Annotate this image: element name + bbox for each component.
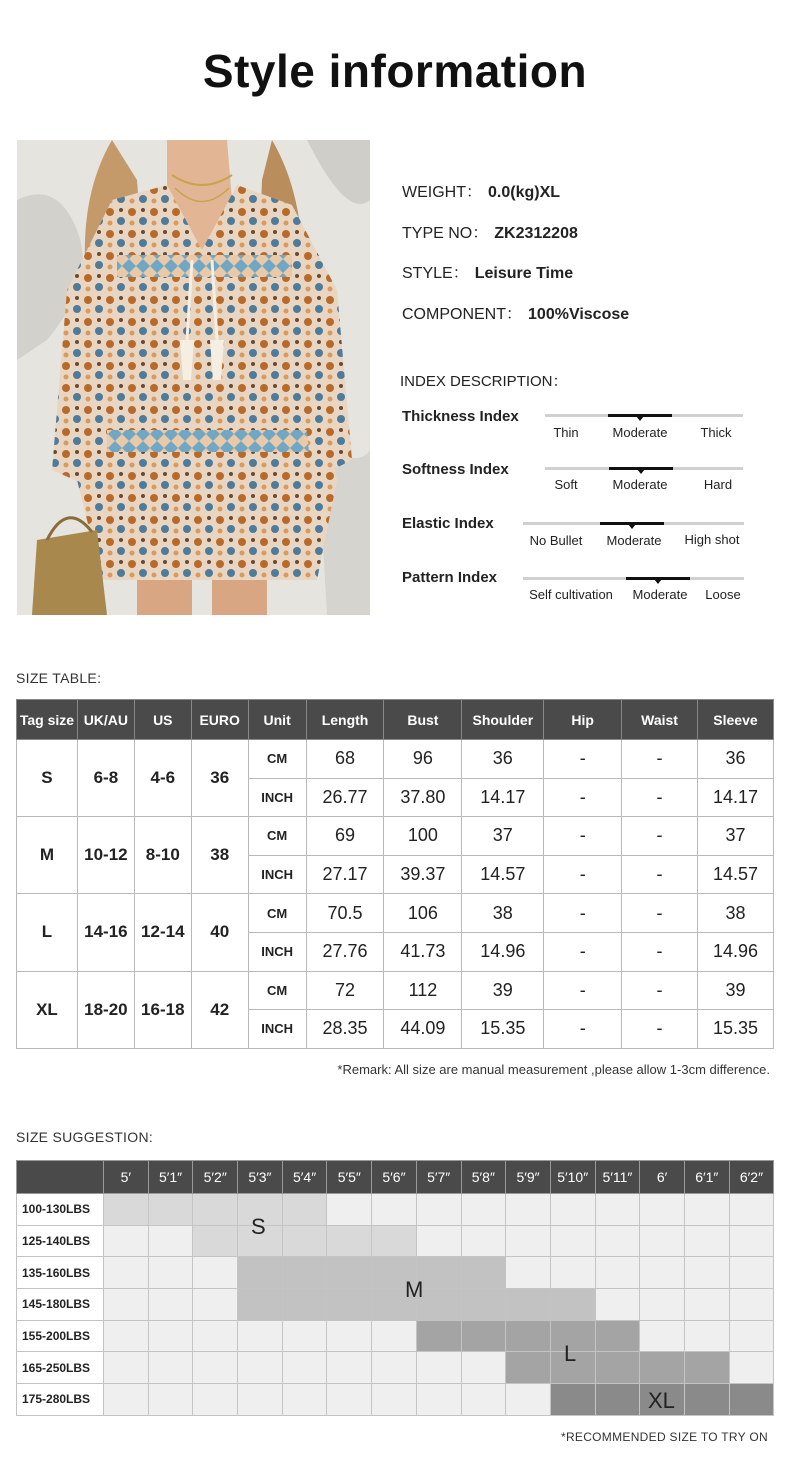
grid-cell [595,1225,640,1257]
weight-label: 175-280LBS [17,1384,104,1416]
size-row [17,894,774,933]
measure-cell: 15.35 [697,1010,773,1049]
grid-cell [372,1320,417,1352]
grid-cell [193,1352,238,1384]
index-option: Self cultivation [529,587,613,602]
grid-cell [461,1289,506,1321]
measure-cell: 37 [697,817,773,856]
size-cell-tag: L [17,894,78,971]
grid-cell [148,1352,193,1384]
grid-cell [640,1320,685,1352]
measure-cell: - [544,740,622,779]
weight-row [17,1289,774,1321]
weight-label: 155-200LBS [17,1320,104,1352]
size-row [17,740,774,779]
grid-cell [104,1289,149,1321]
grid-cell [684,1384,729,1416]
index-option: Moderate [612,425,668,440]
grid-cell [640,1225,685,1257]
index-option: Moderate [632,587,688,602]
grid-cell [282,1194,327,1226]
weight-label: 135-160LBS [17,1257,104,1289]
grid-cell [327,1320,372,1352]
grid-cell [684,1257,729,1289]
measure-cell: - [544,778,622,817]
measure-cell: 36 [462,740,544,779]
measure-cell: - [622,894,698,933]
index-option: Loose [705,587,741,602]
grid-cell [506,1320,551,1352]
measure-cell: 41.73 [384,932,462,971]
size-cell-euro: 40 [191,894,248,971]
grid-cell [595,1257,640,1289]
info-value: 0.0(kg)XL [488,184,561,201]
grid-cell [282,1225,327,1257]
index-pointer-icon [637,469,645,474]
grid-cell [461,1194,506,1226]
grid-cell [684,1194,729,1226]
grid-cell [148,1320,193,1352]
grid-cell [148,1289,193,1321]
grid-cell [550,1384,595,1416]
grid-cell [550,1289,595,1321]
height-header: 5′10″ [550,1161,595,1194]
grid-cell [238,1384,283,1416]
size-table-header [17,700,774,740]
weight-row [17,1225,774,1257]
index-name: Softness Index [402,461,509,478]
grid-cell [640,1257,685,1289]
zone-label-s: S [251,1214,266,1239]
grid-cell [372,1352,417,1384]
height-header: 6′1″ [684,1161,729,1194]
unit-cell: INCH [248,932,306,971]
measure-cell: 14.17 [697,778,773,817]
measure-cell: 14.17 [462,778,544,817]
info-label: COMPONENT： [402,306,523,323]
unit-cell: INCH [248,1010,306,1049]
weight-row [17,1194,774,1226]
info-component [402,301,629,324]
index-option: Moderate [612,477,668,492]
info-weight [402,179,560,202]
size-cell-tag: S [17,740,78,817]
measure-cell: 28.35 [306,1010,384,1049]
measure-cell: 37.80 [384,778,462,817]
model-photo-icon [17,140,370,615]
size-row [17,971,774,1010]
size-cell-euro: 42 [191,971,248,1048]
grid-cell [640,1289,685,1321]
grid-cell [640,1352,685,1384]
grid-cell [684,1352,729,1384]
weight-row [17,1352,774,1384]
size-cell-euro: 36 [191,740,248,817]
measure-cell: 36 [697,740,773,779]
grid-cell [193,1225,238,1257]
unit-cell: INCH [248,778,306,817]
grid-cell [729,1320,774,1352]
index-option: Hard [703,477,733,492]
measure-cell: - [544,1010,622,1049]
grid-cell [595,1320,640,1352]
column-header: Unit [248,700,306,740]
measure-cell: 39 [697,971,773,1010]
weight-label: 100-130LBS [17,1194,104,1226]
index-pointer-icon [654,579,662,584]
grid-cell [193,1384,238,1416]
grid-cell [595,1289,640,1321]
column-header: EURO [191,700,248,740]
height-header: 5′3″ [238,1161,283,1194]
measure-cell: 27.76 [306,932,384,971]
grid-cell [684,1225,729,1257]
measure-cell: 14.57 [462,855,544,894]
measure-cell: 14.57 [697,855,773,894]
measure-cell: - [544,817,622,856]
index-pointer-icon [628,524,636,529]
zone-label-l: L [564,1341,577,1366]
height-header: 6′ [640,1161,685,1194]
grid-cell [461,1225,506,1257]
unit-cell: CM [248,894,306,933]
height-header: 5′9″ [506,1161,551,1194]
height-header: 5′5″ [327,1161,372,1194]
recommend-note: *RECOMMENDED SIZE TO TRY ON [560,1430,768,1444]
size-cell-us: 12-14 [134,894,191,971]
size-cell-uk: 14-16 [77,894,134,971]
grid-cell [104,1225,149,1257]
grid-cell [327,1257,372,1289]
grid-cell [416,1225,461,1257]
grid-cell [327,1194,372,1226]
index-option: Thin [553,425,579,440]
grid-cell [640,1194,685,1226]
grid-cell [729,1352,774,1384]
info-label: STYLE： [402,265,469,282]
unit-cell: CM [248,817,306,856]
height-header: 5′6″ [372,1161,417,1194]
weight-label: 145-180LBS [17,1289,104,1321]
index-option: Thick [700,425,732,440]
measure-cell: - [622,778,698,817]
index-pointer-icon [636,416,644,421]
index-option: Moderate [606,533,662,548]
measure-cell: 38 [697,894,773,933]
info-value: Leisure Time [474,265,574,282]
grid-cell [461,1352,506,1384]
measure-cell: - [544,932,622,971]
grid-cell [193,1320,238,1352]
measure-cell: 39 [462,971,544,1010]
grid-cell [595,1384,640,1416]
grid-cell [193,1257,238,1289]
grid-cell [327,1352,372,1384]
index-name: Thickness Index [402,408,519,425]
grid-cell [327,1225,372,1257]
column-header: Tag size [17,700,78,740]
height-header: 5′7″ [416,1161,461,1194]
column-header: Sleeve [697,700,773,740]
info-label: WEIGHT： [402,184,482,201]
info-style [402,260,573,283]
grid-cell [148,1257,193,1289]
grid-cell [104,1384,149,1416]
grid-cell [595,1194,640,1226]
measure-cell: 72 [306,971,384,1010]
measure-cell: - [544,894,622,933]
grid-cell [684,1289,729,1321]
grid-cell [104,1352,149,1384]
index-description-title: INDEX DESCRIPTION： [400,373,568,390]
measure-cell: - [622,740,698,779]
grid-cell [729,1225,774,1257]
index-name: Elastic Index [402,515,494,532]
grid-cell [372,1384,417,1416]
grid-cell [416,1194,461,1226]
height-header: 5′2″ [193,1161,238,1194]
size-row [17,817,774,856]
size-cell-uk: 6-8 [77,740,134,817]
grid-cell [327,1384,372,1416]
grid-cell [729,1384,774,1416]
column-header: Hip [544,700,622,740]
size-cell-tag: M [17,817,78,894]
height-header: 5′11″ [595,1161,640,1194]
measure-cell: - [622,932,698,971]
zone-label-m: M [405,1277,424,1302]
unit-cell: CM [248,740,306,779]
size-cell-uk: 10-12 [77,817,134,894]
measure-cell: 70.5 [306,894,384,933]
grid-cell [729,1194,774,1226]
grid-cell [595,1352,640,1384]
size-table [16,699,774,1049]
grid-cell [148,1225,193,1257]
measure-cell: 100 [384,817,462,856]
column-header: Length [306,700,384,740]
measure-cell: 37 [462,817,544,856]
grid-cell [461,1384,506,1416]
index-option: No Bullet [529,533,583,548]
grid-cell [282,1352,327,1384]
height-header: 5′1″ [148,1161,193,1194]
grid-cell [729,1257,774,1289]
grid-cell [729,1289,774,1321]
grid-cell [193,1194,238,1226]
corner-cell [17,1161,104,1194]
measure-cell: - [622,855,698,894]
size-cell-euro: 38 [191,817,248,894]
height-header: 5′8″ [461,1161,506,1194]
height-header: 6′2″ [729,1161,774,1194]
grid-cell [327,1289,372,1321]
measure-cell: 14.96 [697,932,773,971]
measure-cell: 26.77 [306,778,384,817]
grid-cell [148,1194,193,1226]
measure-cell: - [622,971,698,1010]
unit-cell: INCH [248,855,306,894]
info-type-no [402,220,578,243]
measure-cell: 27.17 [306,855,384,894]
size-cell-us: 4-6 [134,740,191,817]
size-suggestion-label: SIZE SUGGESTION: [16,1129,154,1145]
grid-cell [282,1257,327,1289]
column-header: Waist [622,700,698,740]
grid-cell [282,1289,327,1321]
measure-cell: 38 [462,894,544,933]
grid-cell [506,1225,551,1257]
size-cell-us: 16-18 [134,971,191,1048]
size-table-label: SIZE TABLE: [16,670,102,686]
info-label: TYPE NO： [402,225,489,242]
info-value: 100%Viscose [528,306,630,323]
weight-label: 125-140LBS [17,1225,104,1257]
grid-cell [684,1320,729,1352]
grid-cell [506,1289,551,1321]
measure-cell: 112 [384,971,462,1010]
grid-cell [372,1225,417,1257]
column-header: UK/AU [77,700,134,740]
height-header: 5′ [104,1161,149,1194]
grid-cell [416,1352,461,1384]
size-suggestion-grid [16,1160,774,1416]
grid-cell [416,1384,461,1416]
grid-cell [238,1352,283,1384]
measure-cell: - [622,817,698,856]
measure-cell: 96 [384,740,462,779]
column-header: Bust [384,700,462,740]
grid-cell [104,1257,149,1289]
grid-cell [282,1384,327,1416]
grid-cell [193,1289,238,1321]
grid-cell [282,1320,327,1352]
measure-cell: - [544,971,622,1010]
grid-cell [416,1320,461,1352]
column-header: Shoulder [462,700,544,740]
grid-cell [238,1257,283,1289]
info-value: ZK2312208 [494,225,578,242]
product-photo [17,140,370,615]
size-cell-tag: XL [17,971,78,1048]
height-header: 5′4″ [282,1161,327,1194]
grid-cell [550,1194,595,1226]
weight-row [17,1320,774,1352]
measure-cell: - [622,1010,698,1049]
page-title: Style information [202,45,588,97]
size-remark: *Remark: All size are manual measurement ,please allow 1-3cm difference. [337,1062,770,1077]
grid-cell [461,1257,506,1289]
measure-cell: 44.09 [384,1010,462,1049]
grid-cell [506,1194,551,1226]
measure-cell: 68 [306,740,384,779]
column-header: US [134,700,191,740]
grid-cell [461,1320,506,1352]
unit-cell: CM [248,971,306,1010]
grid-cell [148,1384,193,1416]
size-cell-uk: 18-20 [77,971,134,1048]
measure-cell: 106 [384,894,462,933]
grid-cell [506,1257,551,1289]
grid-cell [550,1225,595,1257]
grid-cell [506,1384,551,1416]
measure-cell: 14.96 [462,932,544,971]
index-option: Soft [554,477,578,492]
zone-label-xl: XL [648,1388,675,1413]
grid-cell [372,1194,417,1226]
measure-cell: 15.35 [462,1010,544,1049]
grid-cell [550,1257,595,1289]
weight-row [17,1257,774,1289]
size-cell-us: 8-10 [134,817,191,894]
measure-cell: 39.37 [384,855,462,894]
measure-cell: 69 [306,817,384,856]
grid-cell [104,1194,149,1226]
grid-cell [104,1320,149,1352]
height-header-row [17,1161,774,1194]
index-option: High shot [684,532,740,547]
index-name: Pattern Index [402,569,498,586]
weight-label: 165-250LBS [17,1352,104,1384]
grid-cell [506,1352,551,1384]
grid-cell [238,1320,283,1352]
grid-cell [238,1289,283,1321]
measure-cell: - [544,855,622,894]
